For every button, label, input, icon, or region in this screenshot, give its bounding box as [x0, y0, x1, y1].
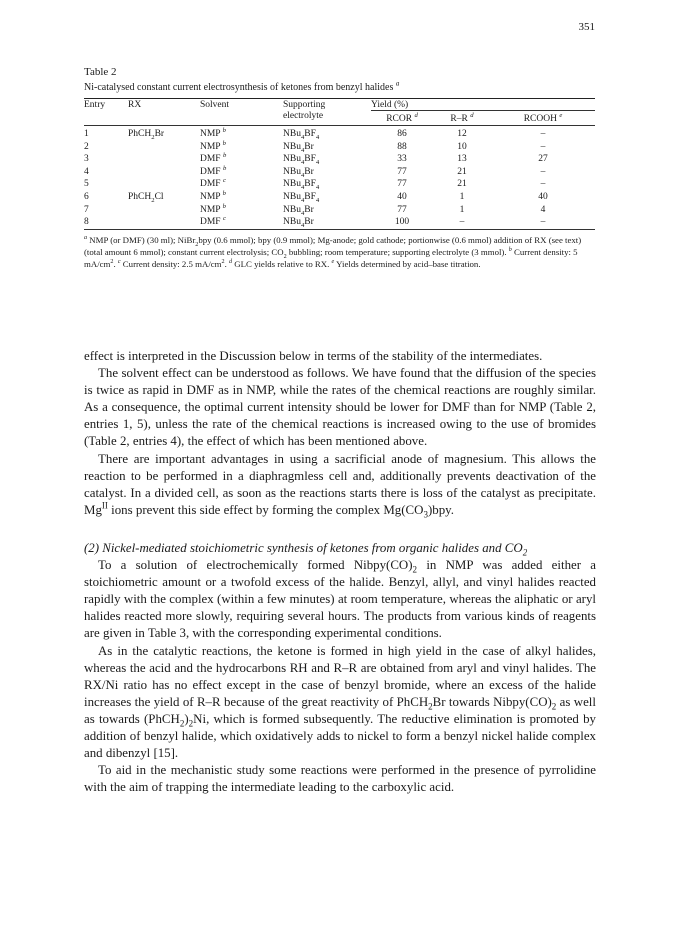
cell-rr: 13: [457, 154, 467, 165]
cell-supporting-electrolyte: NBu$_4$Br: [283, 141, 314, 154]
table-row: [84, 153, 595, 166]
cell-rr: 12: [457, 129, 467, 139]
data-table: [84, 99, 595, 229]
table-block: [84, 66, 595, 271]
table-bottom-rule: [84, 229, 595, 230]
cell-rcooh: –: [540, 217, 546, 228]
header-rr: R–R $^d$: [450, 111, 474, 124]
cell-entry: 4: [84, 166, 89, 177]
cell-entry: 2: [84, 141, 89, 152]
section-heading: (2) Nickel-mediated stoichiometric synthesis of ketones from organic halides and $CO_2$: [84, 540, 528, 558]
page-number: 351: [578, 21, 595, 33]
cell-rx: [128, 153, 200, 166]
cell-rr: 21: [457, 166, 467, 177]
cell-supporting-electrolyte: $NBu_4BF_4$: [283, 191, 320, 204]
table-row: [84, 141, 595, 154]
cell-solvent: NMP $^b$: [200, 126, 226, 139]
cell-entry: 1: [84, 129, 89, 139]
cell-entry: 5: [84, 179, 89, 190]
body-text: [84, 348, 596, 796]
cell-rx: [128, 166, 200, 179]
header-rcooh: RCOOH $^e$: [523, 111, 563, 124]
table-row: [84, 204, 595, 217]
table-body: [84, 128, 595, 229]
table-row: [84, 128, 595, 141]
header-solvent: Solvent: [200, 100, 230, 110]
cell-solvent: DMF $^c$: [200, 215, 226, 228]
paragraph-6: To aid in the mechanistic study some reactions were performed in the presence of pyrrolidine with the aim of trapping the intermediate leading to the carboxylic acid.: [84, 763, 596, 795]
header-yield: Yield (%): [371, 99, 595, 112]
cell-rr: –: [459, 217, 465, 228]
cell-solvent: DMF $^b$: [200, 164, 227, 177]
paragraph-3: There are important advantages in using a sacrificial anode of magnesium. This allows the reaction to be performed in a diaphragmless cell and, additionally prevents deactivation of the catalyst. In a divided cell, as soon as the reactions starts there is loss of the catalyst as precipitate. $Mg^{II}$ ions prevent this side effect by forming the complex $Mg(CO_3)bpy$.: [84, 451, 596, 520]
cell-supporting-electrolyte: NBu$_4$Br: [283, 204, 314, 217]
cell-rcor: 88: [397, 141, 407, 152]
cell-rx: [128, 178, 200, 191]
cell-supporting-electrolyte: NBu$_4$Br: [283, 217, 314, 230]
cell-rcooh: –: [540, 179, 546, 190]
header-rx: RX: [128, 100, 142, 110]
cell-supporting-electrolyte: $NBu_4BF_4$: [283, 179, 320, 192]
header-entry: Entry: [84, 100, 106, 110]
cell-solvent: DMF $^c$: [200, 177, 226, 190]
table-caption: Ni-catalysed constant current electrosynthesis of ketones from benzyl halides $^a$: [84, 79, 400, 93]
cell-solvent: NMP $^b$: [200, 139, 226, 152]
paragraph-4: To a solution of electrochemically formed $Nibpy(CO)_2$ in NMP was added either a stoichiometric amount or a twofold excess of the halide. Benzyl, allyl, and vinyl halides reacted rapidly with the complex (within a few minutes) at room temperature, whereas the aliphatic or aryl halides reacted more slowly, requiring several hours. The products from various kinds of reagents are given in Table 3, with the corresponding experimental conditions.: [84, 558, 597, 641]
cell-entry: 3: [84, 154, 89, 165]
table-row: [84, 191, 595, 204]
cell-entry: 7: [84, 204, 89, 215]
cell-rcooh: 4: [540, 204, 546, 215]
cell-solvent: DMF $^b$: [200, 152, 227, 165]
cell-rr: 21: [457, 179, 467, 190]
cell-rcooh: 40: [538, 191, 548, 202]
table-row: [84, 166, 595, 179]
cell-supporting-electrolyte: $NBu_4BF_4$: [283, 129, 320, 141]
cell-rr: 1: [459, 204, 465, 215]
cell-rr: 1: [459, 191, 465, 202]
paragraph-5: As in the catalytic reactions, the ketone is formed in high yield in the case of alkyl halides, whereas the acid and the hydrocarbons RH and R–R are obtained from aryl and vinyl halides. The RX/Ni ratio has no effect except in the case of benzyl bromide, where an excess of the halide increases the yield of R–R because of the great reactivity of PhCH$_2$Br towards $Nibpy(CO)_2$ as well as towards $(PhCH_2)_2Ni$, which is formed subsequently. The reductive elimination is promoted by addition of benzyl halide, which oxidatively adds to nickel to form a benzyl nickel halide complex and dibenzyl [15].: [84, 643, 597, 761]
cell-rcor: 77: [397, 204, 407, 215]
cell-rcor: 40: [397, 191, 407, 202]
cell-supporting-electrolyte: NBu$_4$Br: [283, 166, 314, 179]
cell-rx: [128, 204, 200, 217]
cell-rcor: 33: [397, 154, 407, 165]
cell-rx: PhCH$_2$Br: [128, 129, 165, 141]
cell-rcor: 77: [397, 179, 407, 190]
header-rcor: RCOR $^d$: [386, 111, 418, 124]
cell-rcooh: –: [540, 129, 546, 139]
cell-supporting-electrolyte: $NBu_4BF_4$: [283, 154, 320, 167]
table-row: [84, 178, 595, 191]
cell-rr: 10: [457, 141, 467, 152]
paragraph-1: effect is interpreted in the Discussion below in terms of the stability of the intermediates.: [84, 349, 543, 363]
cell-solvent: NMP $^b$: [200, 202, 226, 215]
cell-rx: PhCH$_2$Cl: [128, 191, 164, 204]
paragraph-2: The solvent effect can be understood as follows. We have found that the diffusion of the species is twice as rapid in DMF as in NMP, while the rates of the chemical reactions are roughly similar. As a consequence, the optimal current intensity should be lower for DMF than for NMP (Table 2, entries 1, 5), unless the rate of the chemical reactions is increased owing to the use of bromides (Table 2, entries 4), the effect of which has been mentioned above.: [84, 366, 596, 449]
cell-entry: 6: [84, 191, 89, 202]
cell-rcooh: –: [540, 141, 546, 152]
cell-rx: [128, 141, 200, 154]
cell-rcor: 100: [394, 217, 410, 228]
cell-rcooh: 27: [538, 154, 548, 165]
cell-rcooh: –: [540, 166, 546, 177]
cell-rcor: 77: [397, 166, 407, 177]
table-row: [84, 216, 595, 229]
table-label: Table 2: [84, 66, 117, 78]
header-supporting-electrolyte: Supporting electrolyte: [283, 100, 326, 121]
cell-solvent: NMP $^b$: [200, 189, 226, 202]
table-footnote: $^a$ NMP (or DMF) (30 ml); NiBr$_2$bpy (0.6 mmol); bpy (0.9 mmol); Mg-anode; gold cathode; portionwise (0.6 mmol) addition of RX (see text) (total amount 6 mmol); constant current electrolysis; $CO_2$ bubbling; room temperature; supporting electrolyte (3 mmol). $^b$ Current density: 5 $mA/cm^2$. $^c$ Current density: 2.5 $mA/cm^2$. $^d$ GLC yields relative to RX. $^e$ Yields determined by acid–base titration.: [84, 234, 582, 270]
cell-rcor: 86: [397, 129, 407, 139]
cell-entry: 8: [84, 217, 89, 228]
cell-rx: [128, 216, 200, 229]
